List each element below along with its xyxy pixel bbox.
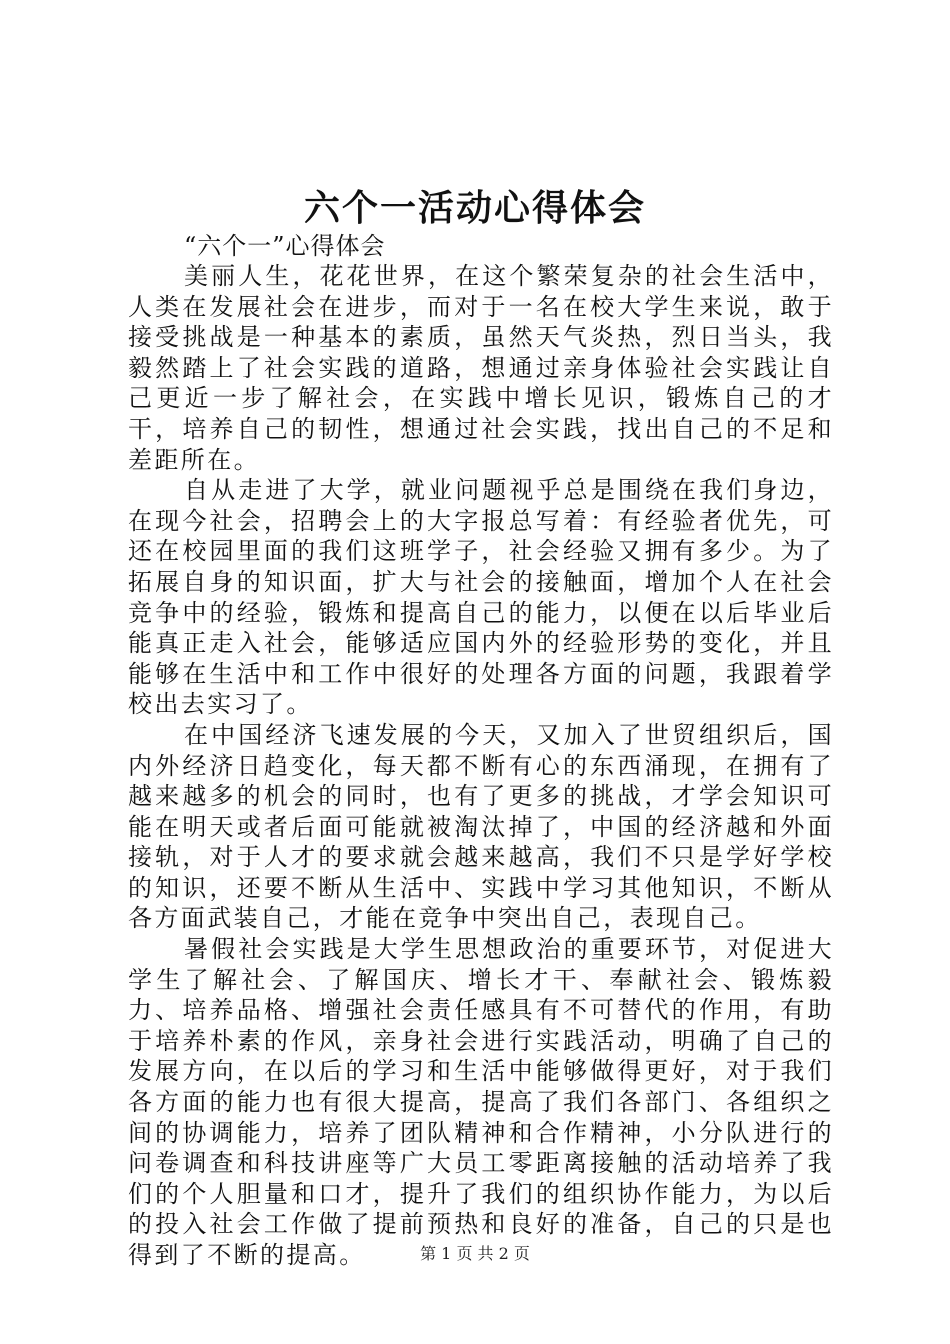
paragraph-1: 美丽人生，花花世界，在这个繁荣复杂的社会生活中，人类在发展社会在进步，而对于一名在校大学生来说，敢于接受挑战是一种基本的素质，虽然天气炎热，烈日当头，我毅然踏上了社会实践的道路，想通过亲身体验社会实践让自己更近一步了解社会，在实践中增长见识，锻炼自己的才干，培养自己的韧性，想通过社会实践，找出自己的不足和差距所在。 <box>128 262 834 474</box>
document-title: 六个一活动心得体会 <box>303 187 646 229</box>
document-body <box>128 232 834 1271</box>
paragraph-4: 暑假社会实践是大学生思想政治的重要环节，对促进大学生了解社会、了解国庆、增长才干、奉献社会、锻炼毅力、培养品格、增强社会责任感具有不可替代的作用，有助于培养朴素的作风，亲身社会进行实践活动，明确了自己的发展方向，在以后的学习和生活中能够做得更好，对于我们各方面的能力也有很大提高，提高了我们各部门、各组织之间的协调能力，培养了团队精神和合作精神，小分队进行的问卷调查和科技讲座等广大员工零距离接触的活动培养了我们的个人胆量和口才，提升了我们的组织协作能力，为以后的投入社会工作做了提前预热和良好的准备，自己的只是也得到了不断的提高。 <box>128 935 834 1269</box>
page-number-footer: 第 1 页 共 2 页 <box>420 1244 530 1263</box>
document-subtitle: “六个一”心得体会 <box>184 232 386 260</box>
paragraph-2: 自从走进了大学，就业问题视乎总是围绕在我们身边，在现今社会，招聘会上的大字报总写着：有经验者优先，可还在校园里面的我们这班学子，社会经验又拥有多少。为了拓展自身的知识面，扩大与社会的接触面，增加个人在社会竞争中的经验，锻炼和提高自己的能力，以便在以后毕业后能真正走入社会，能够适应国内外的经验形势的变化，并且能够在生活中和工作中很好的处理各方面的问题，我跟着学校出去实习了。 <box>128 476 834 719</box>
paragraph-3: 在中国经济飞速发展的今天，又加入了世贸组织后，国内外经济日趋变化，每天都不断有心的东西涌现，在拥有了越来越多的机会的同时，也有了更多的挑战，才学会知识可能在明天或者后面可能就被淘汰掉了，中国的经济越和外面接轨，对于人才的要求就会越来越高，我们不只是学好学校的知识，还要不断从生活中、实践中学习其他知识，不断从各方面武装自己，才能在竞争中突出自己，表现自己。 <box>128 720 834 933</box>
